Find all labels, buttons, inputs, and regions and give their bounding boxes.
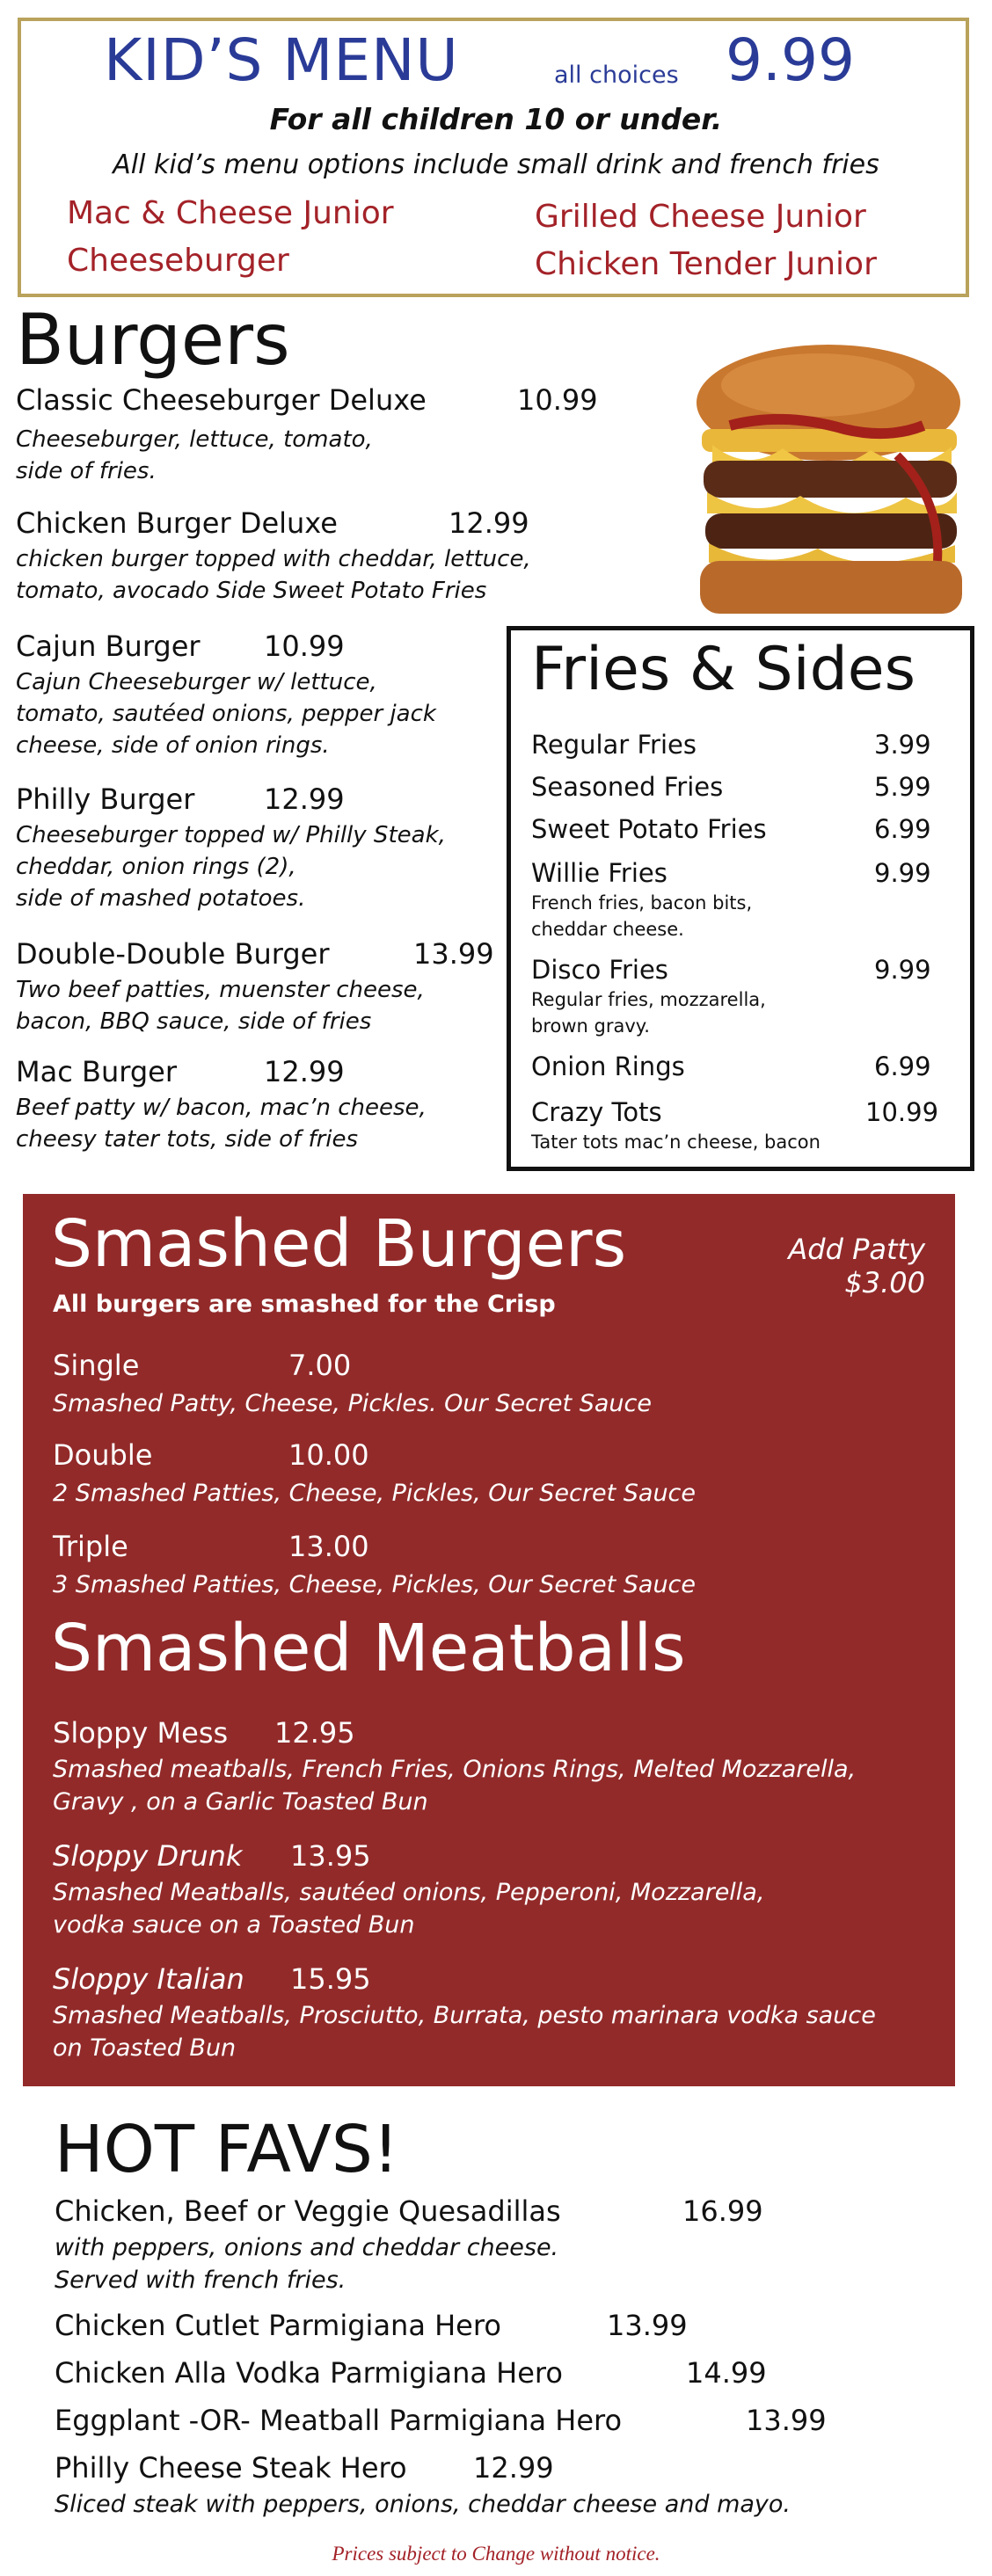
side-item-name: Seasoned Fries [531, 772, 724, 802]
hot-item-name: Philly Cheese Steak Hero [55, 2451, 407, 2485]
menu-item-desc: Cajun Cheeseburger w/ lettuce, tomato, sautéed onions, pepper jack cheese, side of onion rings. [16, 669, 436, 759]
smashed-item-name: Triple [53, 1530, 128, 1563]
side-item-desc: Tater tots mac’n cheese, bacon [531, 1132, 821, 1153]
hot-item-price: 13.99 [607, 2309, 688, 2342]
meatball-item-name: Sloppy Drunk [53, 1839, 243, 1873]
side-item-desc: Regular fries, mozzarella, brown gravy. [531, 989, 766, 1037]
smashed-item-name: Single [53, 1349, 140, 1382]
hot-item-desc: with peppers, onions and cheddar cheese. Served with french fries. [55, 2234, 559, 2294]
menu-item-name: Cajun Burger [16, 629, 201, 663]
kids-menu-includes: All kid’s menu options include small drink and french fries [113, 149, 879, 180]
side-item-price: 9.99 [874, 858, 931, 888]
menu-item-desc: Cheeseburger topped w/ Philly Steak, cheddar, onion rings (2), side of mashed potatoes. [16, 822, 446, 912]
menu-item-desc: chicken burger topped with cheddar, lettuce, tomato, avocado Side Sweet Potato Fries [16, 546, 531, 604]
menu-item-name: Mac Burger [16, 1055, 177, 1088]
hot-item-price: 13.99 [746, 2404, 827, 2437]
side-item-price: 9.99 [874, 955, 931, 985]
smashed-item-desc: 3 Smashed Patties, Cheese, Pickles, Our Secret Sauce [53, 1571, 697, 1598]
side-item-name: Willie Fries [531, 858, 667, 888]
menu-item-price: 12.99 [449, 506, 529, 540]
kids-item: Mac & Cheese Junior [67, 195, 394, 231]
meatball-item-name: Sloppy Italian [53, 1962, 244, 1996]
prices-note: Prices subject to Change without notice. [332, 2543, 660, 2565]
smashed-meatballs-heading: Smashed Meatballs [51, 1611, 686, 1686]
smashed-item-price: 10.00 [288, 1438, 369, 1472]
meatball-item-name: Sloppy Mess [53, 1716, 229, 1750]
menu-item-price: 10.99 [517, 383, 598, 417]
menu-item-name: Chicken Burger Deluxe [16, 506, 338, 540]
menu-item-desc: Two beef patties, muenster cheese, bacon, BBQ sauce, side of fries [16, 977, 425, 1035]
hot-item-desc: Sliced steak with peppers, onions, cheddar cheese and mayo. [55, 2491, 791, 2518]
side-item-name: Disco Fries [531, 955, 668, 985]
menu-item-price: 12.99 [264, 1055, 345, 1088]
meatball-item-price: 15.95 [290, 1962, 371, 1996]
burger-photo [677, 341, 981, 631]
menu-item-name: Double-Double Burger [16, 937, 330, 971]
smashed-item-price: 13.00 [288, 1530, 369, 1563]
hot-item-price: 12.99 [473, 2451, 554, 2485]
side-item-price: 6.99 [874, 1052, 931, 1081]
burgers-heading: Burgers [16, 299, 290, 381]
hot-item-price: 14.99 [686, 2356, 767, 2390]
side-item-name: Sweet Potato Fries [531, 814, 767, 844]
smashed-burgers-heading: Smashed Burgers [51, 1206, 627, 1282]
hot-favs-heading: HOT FAVS! [55, 2112, 399, 2187]
menu-item-price: 13.99 [413, 937, 494, 971]
kids-item: Cheeseburger [67, 243, 289, 279]
side-item-price: 5.99 [874, 772, 931, 802]
meatball-item-desc: Smashed Meatballs, Prosciutto, Burrata, pesto marinara vodka sauce on Toasted Bun [53, 2002, 876, 2062]
menu-item-price: 12.99 [264, 782, 345, 816]
smashed-item-desc: 2 Smashed Patties, Cheese, Pickles, Our Secret Sauce [53, 1480, 697, 1507]
kids-menu-subtitle: For all children 10 or under. [269, 102, 723, 136]
hot-item-name: Chicken Cutlet Parmigiana Hero [55, 2309, 501, 2342]
kids-item: Grilled Cheese Junior [535, 199, 866, 235]
menu-item-name: Classic Cheeseburger Deluxe [16, 383, 427, 417]
kids-all-choices-label: all choices [554, 62, 679, 89]
side-item-name: Crazy Tots [531, 1097, 662, 1127]
add-patty-note: Add Patty $3.00 [788, 1233, 925, 1299]
meatball-item-desc: Smashed meatballs, French Fries, Onions Rings, Melted Mozzarella, Gravy , on a Garlic Toasted Bun [53, 1756, 857, 1816]
smashed-item-desc: Smashed Patty, Cheese, Pickles. Our Secret Sauce [53, 1390, 652, 1417]
side-item-price: 10.99 [865, 1097, 939, 1127]
meatball-item-desc: Smashed Meatballs, sautéed onions, Pepperoni, Mozzarella, vodka sauce on a Toasted Bun [53, 1879, 765, 1939]
hot-item-name: Chicken, Beef or Veggie Quesadillas [55, 2194, 561, 2228]
side-item-price: 3.99 [874, 730, 931, 760]
kids-menu-price: 9.99 [726, 26, 855, 94]
meatball-item-price: 12.95 [274, 1716, 355, 1750]
hot-item-name: Eggplant -OR- Meatball Parmigiana Hero [55, 2404, 623, 2437]
smashed-item-price: 7.00 [288, 1349, 352, 1382]
side-item-name: Regular Fries [531, 730, 697, 760]
menu-item-desc: Beef patty w/ bacon, mac’n cheese, cheesy tater tots, side of fries [16, 1095, 427, 1153]
side-item-name: Onion Rings [531, 1052, 685, 1081]
hot-item-price: 16.99 [682, 2194, 763, 2228]
fries-sides-heading: Fries & Sides [531, 635, 916, 704]
smashed-item-name: Double [53, 1438, 153, 1472]
menu-item-desc: Cheeseburger, lettuce, tomato, side of fries. [16, 426, 373, 484]
menu-item-price: 10.99 [264, 629, 345, 663]
smashed-burgers-subtitle: All burgers are smashed for the Crisp [53, 1291, 556, 1318]
menu-item-name: Philly Burger [16, 782, 195, 816]
side-item-desc: French fries, bacon bits, cheddar cheese. [531, 892, 753, 940]
kids-item: Chicken Tender Junior [535, 246, 877, 282]
meatball-item-price: 13.95 [290, 1839, 371, 1873]
side-item-price: 6.99 [874, 814, 931, 844]
hot-item-name: Chicken Alla Vodka Parmigiana Hero [55, 2356, 563, 2390]
kids-menu-title: KID’S MENU [104, 26, 459, 94]
